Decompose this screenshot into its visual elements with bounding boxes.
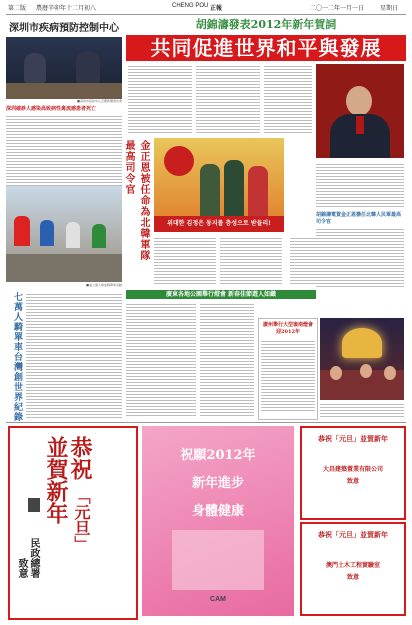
middle-box-text — [261, 339, 315, 411]
ad-center-line-2: 新年進步 — [191, 476, 244, 491]
masthead-cn: 正報 — [210, 6, 223, 12]
main-body-col-3 — [264, 64, 312, 134]
header-rule — [6, 14, 406, 15]
ad-left-line-3: 並賀新年 — [43, 436, 69, 524]
poster-body-col-3 — [290, 236, 316, 286]
weekday: 星期日 — [380, 6, 399, 12]
ad-left-line-1: 恭祝 — [67, 436, 93, 480]
middle-body-col-1 — [126, 302, 196, 418]
right-sidebar-text-2 — [316, 227, 404, 289]
right-sidebar-text-1 — [316, 162, 404, 208]
civic-bureau-logo-icon — [28, 498, 40, 512]
ad-left-line-2: 「元旦」 — [72, 488, 91, 552]
right-sidebar — [316, 162, 404, 289]
main-title: 共同促進世界和平與發展 — [126, 35, 406, 61]
ad-lecm — [300, 522, 406, 616]
lantern-festival-photo — [320, 318, 404, 400]
ad-cam — [142, 426, 294, 616]
main-body-col-2 — [196, 64, 260, 134]
ad-tai-cheong — [300, 426, 406, 520]
middle-box-title: 廣州舉行大型嶺南燈會迎2012年 — [262, 322, 313, 335]
cycling-photo — [6, 186, 122, 282]
ad-center-line-3: 身體健康 — [191, 504, 244, 519]
left-article — [6, 17, 122, 202]
middle-banner: 廣東各地公園舉行燈會 新春佳節遊人如織 — [126, 290, 316, 299]
poster-korean-banner: 위대한 김정은 동지를 충성으로 받들리! — [154, 216, 284, 232]
ad-rb-company: 澳門土木工程實驗室 — [325, 562, 380, 569]
ad-rt-greeting: 致意 — [346, 478, 359, 485]
page-number: 第二版 — [8, 6, 27, 12]
ad-center-illustration — [172, 530, 264, 590]
lunar-date: 農曆辛卯年十二月初八 — [36, 6, 97, 12]
poster-body-col-2 — [220, 236, 282, 286]
cycling-caption: ■逾七萬人參加騎單車活動 — [86, 283, 122, 287]
ad-civic-bureau — [8, 426, 138, 620]
main-body-col-1 — [128, 64, 192, 134]
poster-image — [154, 138, 284, 232]
greg-date: 二〇一二年一月一日 — [310, 6, 365, 12]
middle-body-col-2 — [200, 302, 254, 418]
ad-left-signature-2: 致意 — [16, 558, 27, 578]
ad-rb-title: 恭祝「元旦」並賀新年 — [318, 530, 388, 539]
masthead-en: CHENG POU — [172, 3, 209, 9]
left-subhead: 深圳確診人感染高致病性禽流感患者死亡 — [6, 106, 97, 112]
poster-body-col-1 — [154, 236, 216, 286]
poster-caption-vertical: 金正恩被任命為北韓軍隊最高司令官 — [123, 140, 149, 261]
ad-rb-greeting: 致意 — [346, 574, 359, 581]
left-photo-caption: ■深圳市疾控中心召開新聞發布會 — [77, 99, 122, 103]
ads-rule — [6, 422, 406, 423]
cycling-vertical-headline: 七萬人騎單車台灣創世界紀錄 — [12, 292, 22, 422]
main-headline-block — [126, 16, 406, 61]
ad-rt-title: 恭祝「元旦」並賀新年 — [318, 434, 388, 443]
middle-box — [258, 318, 318, 420]
press-conference-photo — [6, 37, 122, 99]
sidebar-headline: 胡錦濤電賀金正恩擔任北韓人民軍最高司令官 — [316, 212, 402, 225]
ad-rt-company: 大昌建築置業有限公司 — [322, 466, 383, 473]
main-subtitle: 胡錦濤發表2012年新年賀詞 — [195, 18, 337, 31]
portrait-photo — [316, 64, 404, 158]
ad-center-brand: CAM — [210, 596, 226, 603]
lantern-caption-text — [320, 402, 404, 418]
left-headline: 深圳市疾病預防控制中心 — [9, 23, 119, 34]
ad-center-line-1: 祝願2012年 — [180, 448, 256, 463]
ad-left-signature-1: 民政總署 — [28, 538, 39, 578]
cycling-body-text — [26, 292, 122, 418]
page-header — [0, 0, 412, 14]
